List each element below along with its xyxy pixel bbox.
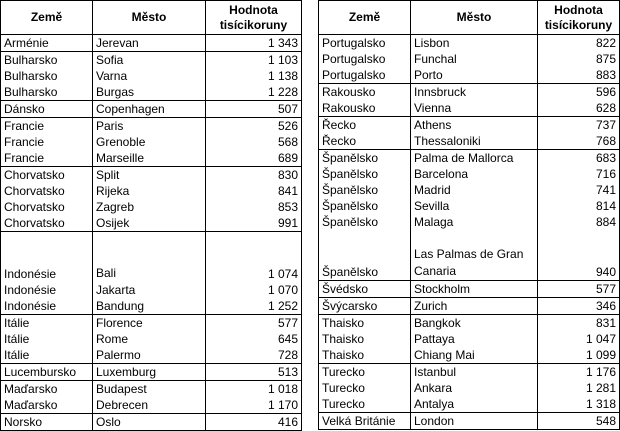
table-row bbox=[1, 347, 302, 364]
table-row bbox=[1, 381, 302, 398]
city-cell: Jakarta bbox=[93, 282, 206, 298]
value-cell: 991 bbox=[206, 215, 302, 232]
country-cell: Portugalsko bbox=[319, 51, 411, 67]
table-row bbox=[319, 364, 620, 381]
city-cell: Madrid bbox=[411, 182, 538, 198]
country-cell: Indonésie bbox=[1, 298, 93, 315]
value-cell: 741 bbox=[538, 182, 620, 198]
table-row bbox=[319, 51, 620, 67]
country-cell: Švédsko bbox=[319, 281, 411, 298]
country-cell: Velká Británie bbox=[319, 413, 411, 430]
value-cell: 830 bbox=[206, 167, 302, 184]
city-cell: Varna bbox=[93, 68, 206, 84]
country-cell: Francie bbox=[1, 134, 93, 150]
table-row bbox=[1, 150, 302, 167]
country-cell: Chorvatsko bbox=[1, 167, 93, 184]
table-row bbox=[1, 397, 302, 414]
table-row bbox=[319, 281, 620, 298]
country-cell: Itálie bbox=[1, 315, 93, 332]
country-cell: Arménie bbox=[1, 35, 93, 52]
city-cell: Paris bbox=[93, 118, 206, 135]
city-cell: Grenoble bbox=[93, 134, 206, 150]
city-cell: Lisbon bbox=[411, 35, 538, 52]
table-row bbox=[1, 199, 302, 215]
table-row bbox=[319, 396, 620, 413]
city-cell: Innsbruck bbox=[411, 84, 538, 101]
value-cell: 596 bbox=[538, 84, 620, 101]
table-row bbox=[319, 298, 620, 315]
table-row bbox=[319, 380, 620, 396]
city-cell: Las Palmas de Gran Canaria bbox=[411, 230, 538, 281]
table-row bbox=[319, 413, 620, 430]
country-cell: Thaisko bbox=[319, 331, 411, 347]
table-row bbox=[319, 331, 620, 347]
table-row bbox=[319, 84, 620, 101]
table-row bbox=[1, 215, 302, 232]
country-cell: Dánsko bbox=[1, 101, 93, 118]
table-row bbox=[319, 150, 620, 167]
country-cell: Chorvatsko bbox=[1, 183, 93, 199]
country-cell: Chorvatsko bbox=[1, 215, 93, 232]
table-row bbox=[1, 298, 302, 315]
table-row bbox=[1, 315, 302, 332]
country-cell: Itálie bbox=[1, 331, 93, 347]
value-cell: 853 bbox=[206, 199, 302, 215]
city-cell: Florence bbox=[93, 315, 206, 332]
value-cell: 716 bbox=[538, 166, 620, 182]
table-row bbox=[1, 232, 302, 283]
table-row bbox=[1, 183, 302, 199]
city-cell: Rome bbox=[93, 331, 206, 347]
city-cell: Sevilla bbox=[411, 198, 538, 214]
value-cell: 831 bbox=[538, 315, 620, 332]
header-country: Země bbox=[1, 1, 93, 35]
value-cell: 577 bbox=[206, 315, 302, 332]
country-cell: Maďarsko bbox=[1, 381, 93, 398]
value-cell: 1 170 bbox=[206, 397, 302, 414]
city-cell: Split bbox=[93, 167, 206, 184]
city-cell: Oslo bbox=[93, 414, 206, 431]
table-row bbox=[319, 214, 620, 230]
table-row bbox=[1, 101, 302, 118]
country-cell: Indonésie bbox=[1, 282, 93, 298]
country-cell: Itálie bbox=[1, 347, 93, 364]
header-value: Hodnota tisícikoruny bbox=[538, 1, 620, 35]
city-cell: Sofia bbox=[93, 52, 206, 69]
header-row bbox=[1, 1, 302, 35]
city-cell: Marseille bbox=[93, 150, 206, 167]
value-cell: 513 bbox=[206, 364, 302, 381]
city-cell: Rijeka bbox=[93, 183, 206, 199]
table-row bbox=[1, 68, 302, 84]
country-cell: Rakousko bbox=[319, 100, 411, 117]
city-cell: Funchal bbox=[411, 51, 538, 67]
value-cell: 814 bbox=[538, 198, 620, 214]
value-cell: 1 074 bbox=[206, 232, 302, 283]
value-cell: 1 099 bbox=[538, 347, 620, 364]
city-cell: Luxemburg bbox=[93, 364, 206, 381]
city-cell: Pattaya bbox=[411, 331, 538, 347]
city-cell: Debrecen bbox=[93, 397, 206, 414]
value-cell: 628 bbox=[538, 100, 620, 117]
table-body-right bbox=[319, 35, 620, 430]
city-cell: Bandung bbox=[93, 298, 206, 315]
country-cell: Španělsko bbox=[319, 166, 411, 182]
header-country: Země bbox=[319, 1, 411, 35]
city-cell: Palma de Mallorca bbox=[411, 150, 538, 167]
value-cell: 507 bbox=[206, 101, 302, 118]
value-cell: 526 bbox=[206, 118, 302, 135]
table-row bbox=[319, 133, 620, 150]
country-cell: Thaisko bbox=[319, 315, 411, 332]
table-row bbox=[319, 182, 620, 198]
city-cell: Copenhagen bbox=[93, 101, 206, 118]
country-cell: Rakousko bbox=[319, 84, 411, 101]
city-cell: Palermo bbox=[93, 347, 206, 364]
value-cell: 683 bbox=[538, 150, 620, 167]
value-cell: 548 bbox=[538, 413, 620, 430]
value-cell: 875 bbox=[538, 51, 620, 67]
city-cell: Barcelona bbox=[411, 166, 538, 182]
city-cell: London bbox=[411, 413, 538, 430]
country-cell: Bulharsko bbox=[1, 52, 93, 69]
value-cell: 1 070 bbox=[206, 282, 302, 298]
country-cell: Portugalsko bbox=[319, 67, 411, 84]
city-cell: Antalya bbox=[411, 396, 538, 413]
value-cell: 1 176 bbox=[538, 364, 620, 381]
value-cell: 577 bbox=[538, 281, 620, 298]
city-cell: Stockholm bbox=[411, 281, 538, 298]
country-cell: Chorvatsko bbox=[1, 199, 93, 215]
country-cell: Bulharsko bbox=[1, 68, 93, 84]
city-cell: Athens bbox=[411, 117, 538, 134]
table-row bbox=[319, 198, 620, 214]
country-cell: Turecko bbox=[319, 364, 411, 381]
city-cell: Ankara bbox=[411, 380, 538, 396]
value-cell: 568 bbox=[206, 134, 302, 150]
table-row bbox=[319, 315, 620, 332]
table-row bbox=[319, 347, 620, 364]
country-cell: Španělsko bbox=[319, 214, 411, 230]
value-cell: 1 343 bbox=[206, 35, 302, 52]
country-cell: Francie bbox=[1, 118, 93, 135]
table-row bbox=[1, 84, 302, 101]
city-cell: Bangkok bbox=[411, 315, 538, 332]
table-row bbox=[319, 230, 620, 281]
country-cell: Španělsko bbox=[319, 230, 411, 281]
city-cell: Vienna bbox=[411, 100, 538, 117]
table-row bbox=[1, 35, 302, 52]
value-cell: 728 bbox=[206, 347, 302, 364]
value-cell: 884 bbox=[538, 214, 620, 230]
country-cell: Řecko bbox=[319, 117, 411, 134]
header-city: Město bbox=[93, 1, 206, 35]
table-row bbox=[1, 52, 302, 69]
value-cell: 940 bbox=[538, 230, 620, 281]
table-row bbox=[1, 331, 302, 347]
city-cell: Jerevan bbox=[93, 35, 206, 52]
value-cell: 1 103 bbox=[206, 52, 302, 69]
city-cell: Zagreb bbox=[93, 199, 206, 215]
value-cell: 1 318 bbox=[538, 396, 620, 413]
city-cell: Budapest bbox=[93, 381, 206, 398]
country-cell: Maďarsko bbox=[1, 397, 93, 414]
country-cell: Turecko bbox=[319, 380, 411, 396]
table-row bbox=[1, 414, 302, 431]
table-row bbox=[319, 67, 620, 84]
city-cell: Burgas bbox=[93, 84, 206, 101]
exchange-table-right bbox=[318, 0, 620, 430]
table-row bbox=[1, 167, 302, 184]
table-row bbox=[319, 35, 620, 52]
country-cell: Španělsko bbox=[319, 150, 411, 167]
city-cell: Malaga bbox=[411, 214, 538, 230]
country-cell: Turecko bbox=[319, 396, 411, 413]
value-cell: 1 138 bbox=[206, 68, 302, 84]
city-cell: Zurich bbox=[411, 298, 538, 315]
header-value: Hodnota tisícikoruny bbox=[206, 1, 302, 35]
value-cell: 1 018 bbox=[206, 381, 302, 398]
city-cell: Istanbul bbox=[411, 364, 538, 381]
value-cell: 737 bbox=[538, 117, 620, 134]
country-cell: Thaisko bbox=[319, 347, 411, 364]
header-city: Město bbox=[411, 1, 538, 35]
value-cell: 689 bbox=[206, 150, 302, 167]
value-cell: 1 252 bbox=[206, 298, 302, 315]
city-cell: Chiang Mai bbox=[411, 347, 538, 364]
exchange-table-left bbox=[0, 0, 302, 431]
table-row bbox=[1, 282, 302, 298]
header-row bbox=[319, 1, 620, 35]
country-cell: Bulharsko bbox=[1, 84, 93, 101]
country-cell: Španělsko bbox=[319, 198, 411, 214]
value-cell: 416 bbox=[206, 414, 302, 431]
value-cell: 883 bbox=[538, 67, 620, 84]
city-cell: Thessaloniki bbox=[411, 133, 538, 150]
city-cell: Bali bbox=[93, 232, 206, 283]
country-cell: Portugalsko bbox=[319, 35, 411, 52]
country-cell: Řecko bbox=[319, 133, 411, 150]
table-row bbox=[319, 117, 620, 134]
country-cell: Španělsko bbox=[319, 182, 411, 198]
value-cell: 346 bbox=[538, 298, 620, 315]
country-cell: Lucembursko bbox=[1, 364, 93, 381]
value-cell: 822 bbox=[538, 35, 620, 52]
value-cell: 1 047 bbox=[538, 331, 620, 347]
table-row bbox=[1, 118, 302, 135]
table-row bbox=[1, 364, 302, 381]
value-cell: 1 228 bbox=[206, 84, 302, 101]
country-cell: Indonésie bbox=[1, 232, 93, 283]
table-row bbox=[319, 166, 620, 182]
table-row bbox=[1, 134, 302, 150]
city-cell: Porto bbox=[411, 67, 538, 84]
country-cell: Norsko bbox=[1, 414, 93, 431]
city-cell: Osijek bbox=[93, 215, 206, 232]
table-row bbox=[319, 100, 620, 117]
value-cell: 768 bbox=[538, 133, 620, 150]
country-cell: Francie bbox=[1, 150, 93, 167]
value-cell: 841 bbox=[206, 183, 302, 199]
value-cell: 645 bbox=[206, 331, 302, 347]
country-cell: Švýcarsko bbox=[319, 298, 411, 315]
table-body-left bbox=[1, 35, 302, 431]
value-cell: 1 281 bbox=[538, 380, 620, 396]
